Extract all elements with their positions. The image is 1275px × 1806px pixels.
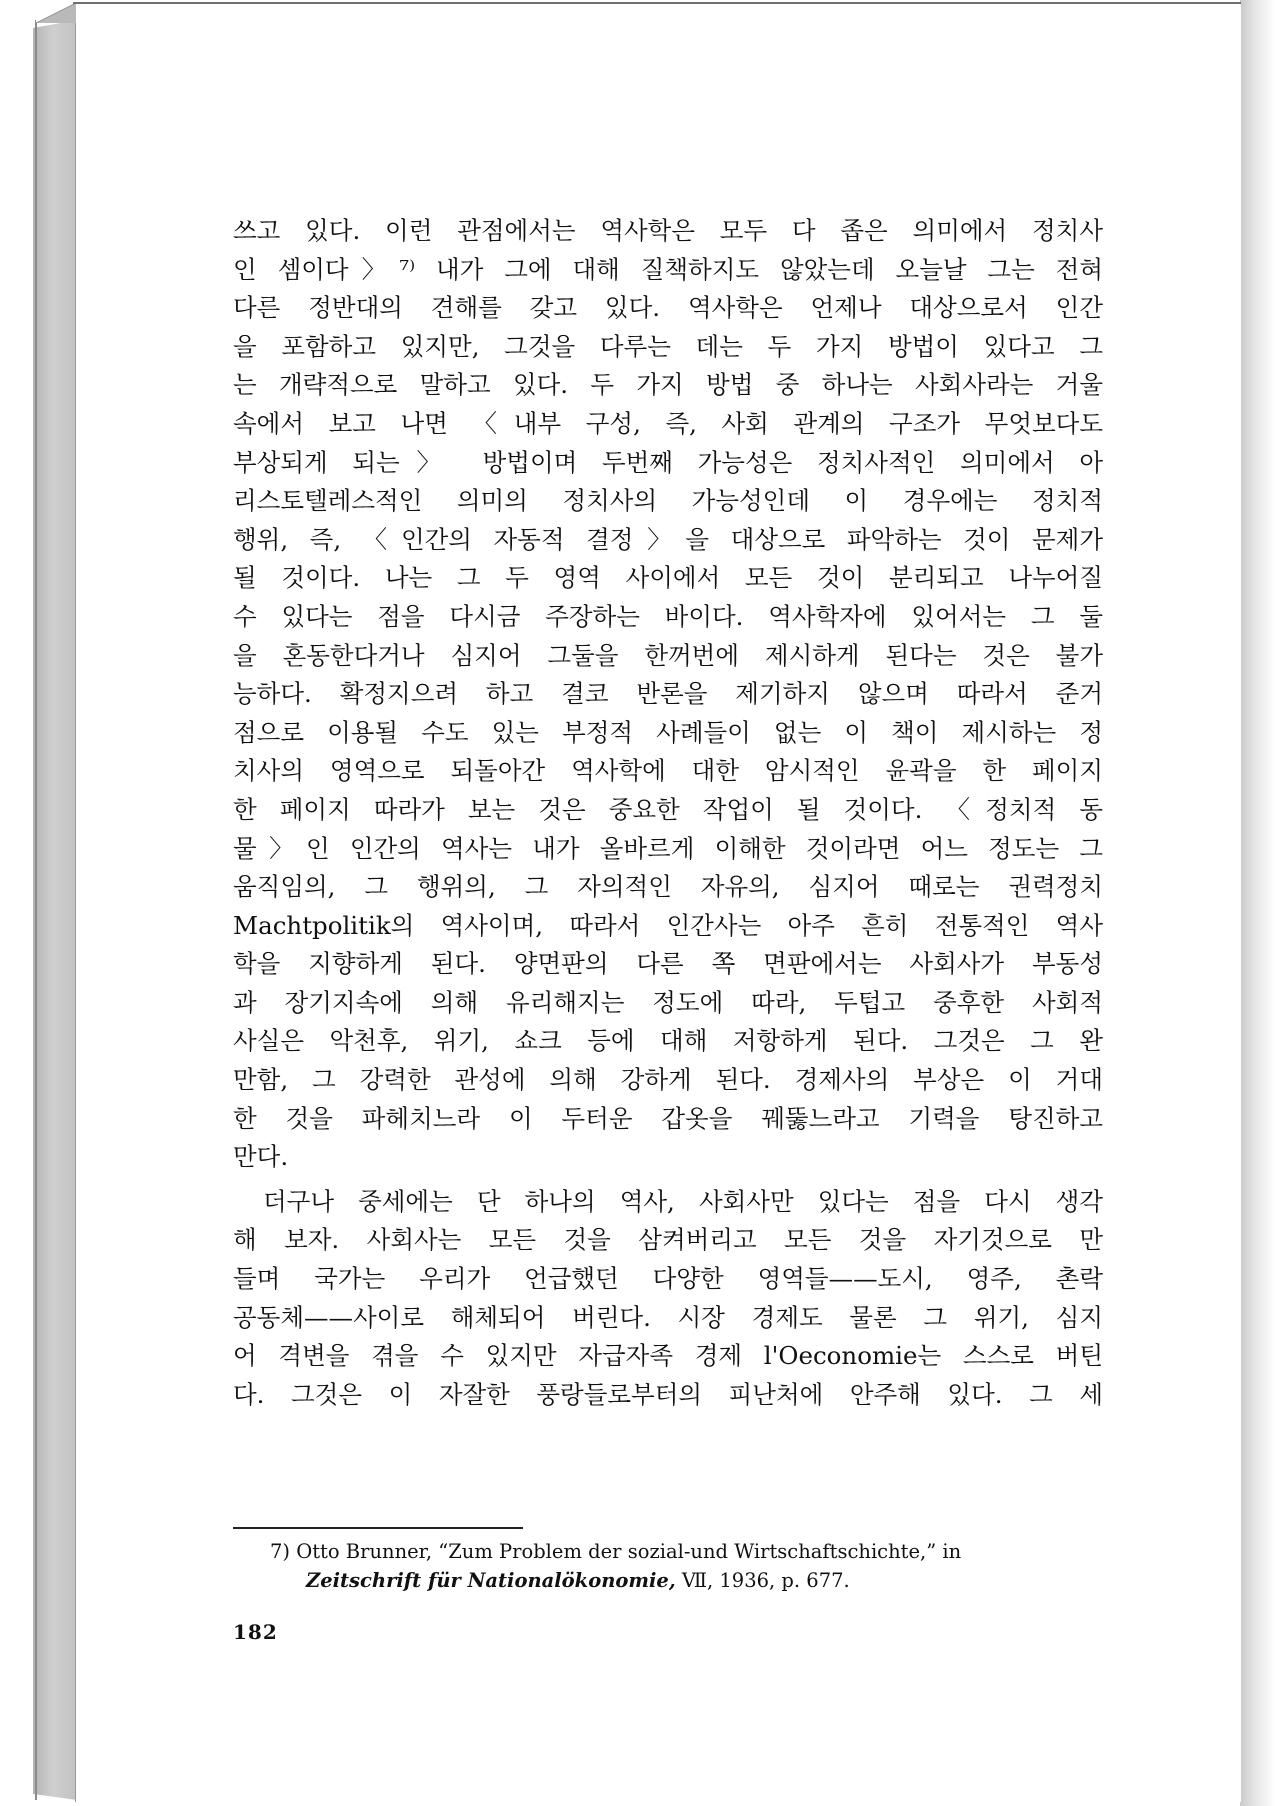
page-shadow [1240, 0, 1275, 1806]
footnote-divider [233, 1527, 523, 1529]
footnote-citation [270, 1566, 1090, 1595]
text-line: 움직임의, 그 행위의, 그 자의적인 자유의, 심지어 때로는 권력정치 [233, 872, 1103, 902]
text-line: 속에서 보고 나면 〈내부 구성, 즉, 사회 관계의 구조가 무엇보다도 [233, 408, 1103, 438]
footnote-journal: Zeitschrift für Nationalökonomie, [306, 1569, 676, 1592]
text-line: 쓰고 있다. 이런 관점에서는 역사학은 모두 다 좁은 의미에서 정치사 [233, 216, 1103, 245]
text-line: 치사의 영역으로 되돌아간 역사학에 대한 암시적인 윤곽을 한 페이지 [233, 756, 1103, 786]
text-line: 점으로 이용될 수도 있는 부정적 사례들이 없는 이 책이 제시하는 정 [233, 717, 1103, 747]
text-line: Machtpolitik의 역사이며, 따라서 인간사는 아주 흔히 전통적인 역사 [233, 910, 1103, 940]
text-line: 수 있다는 점을 다시금 주장하는 바이다. 역사학자에 있어서는 그 둘 [233, 601, 1103, 631]
spine-edge-line [35, 20, 37, 1800]
text-line: 능하다. 확정지으려 하고 결코 반론을 제기하지 않으며 따라서 준거 [233, 679, 1103, 709]
book-spine [33, 20, 77, 1800]
text-line: 인 셈이다〉⁷⁾ 내가 그에 대해 질책하지도 않았는데 오늘날 그는 전혀 [233, 254, 1103, 284]
text-line: 을 포함하고 있지만, 그것을 다루는 데는 두 가지 방법이 있다고 그 [233, 331, 1103, 361]
text-line: 는 개략적으로 말하고 있다. 두 가지 방법 중 하나는 사회사라는 거울 [233, 370, 1103, 400]
footnote-line: 7) Otto Brunner, “Zum Problem der sozial-und Wirtschaftschichte,” in [270, 1540, 962, 1563]
text-line: 공동체——사이로 해체되어 버린다. 시장 경제도 물론 그 위기, 심지 [233, 1302, 1103, 1332]
text-line: 어 격변을 겪을 수 있지만 자급자족 경제 l'Oeconomie는 스스로 버틴 [233, 1341, 1103, 1371]
text-line: 만함, 그 강력한 관성에 의해 강하게 된다. 경제사의 부상은 이 거대 [233, 1065, 1103, 1095]
text-line: 해 보자. 사회사는 모든 것을 삼켜버리고 모든 것을 자기것으로 만 [233, 1225, 1103, 1255]
text-line: 다른 정반대의 견해를 갖고 있다. 역사학은 언제나 대상으로서 인간 [233, 293, 1103, 323]
text-line: 학을 지향하게 된다. 양면판의 다른 쪽 면판에서는 사회사가 부동성 [233, 949, 1103, 979]
text-line: 사실은 악천후, 위기, 쇼크 등에 대해 저항하게 된다. 그것은 그 완 [233, 1026, 1103, 1056]
text-line: 리스토텔레스적인 의미의 정치사의 가능성인데 이 경우에는 정치적 [233, 486, 1103, 516]
text-line: 한 페이지 따라가 보는 것은 중요한 작업이 될 것이다. 〈정치적 동 [233, 794, 1103, 824]
text-line: 더구나 중세에는 단 하나의 역사, 사회사만 있다는 점을 다시 생각 [263, 1186, 1103, 1216]
text-line: 만다. [233, 1142, 289, 1172]
text-line: 물〉인 인간의 역사는 내가 올바르게 이해한 것이라면 어느 정도는 그 [233, 833, 1103, 863]
page-top-edge [73, 2, 1241, 4]
text-line: 부상되게 되는〉 방법이며 두번째 가능성은 정치사적인 의미에서 아 [233, 447, 1103, 477]
book-corner [36, 3, 76, 23]
text-line: 을 혼동한다거나 심지어 그둘을 한꺼번에 제시하게 된다는 것은 불가 [233, 640, 1103, 670]
text-line: 한 것을 파헤치느라 이 두터운 갑옷을 꿰뚫느라고 기력을 탕진하고 [233, 1103, 1103, 1133]
footnote-volume: Ⅶ, 1936, p. 677. [675, 1569, 850, 1592]
footnote [270, 1537, 1090, 1595]
text-line: 과 장기지속에 의해 유리해지는 정도에 따라, 두텁고 중후한 사회적 [233, 987, 1103, 1017]
page-number: 182 [233, 1620, 278, 1644]
text-line: 행위, 즉, 〈인간의 자동적 결정〉을 대상으로 파악하는 것이 문제가 [233, 524, 1103, 554]
text-line: 될 것이다. 나는 그 두 영역 사이에서 모든 것이 분리되고 나누어질 [233, 563, 1103, 593]
paragraph-1 [233, 212, 1103, 1177]
text-line: 들며 국가는 우리가 언급했던 다양한 영역들——도시, 영주, 촌락 [233, 1264, 1103, 1294]
paragraph-2 [233, 1183, 1103, 1415]
text-line: 다. 그것은 이 자잘한 풍랑들로부터의 피난처에 안주해 있다. 그 세 [233, 1379, 1103, 1409]
body-text [233, 212, 1103, 1414]
